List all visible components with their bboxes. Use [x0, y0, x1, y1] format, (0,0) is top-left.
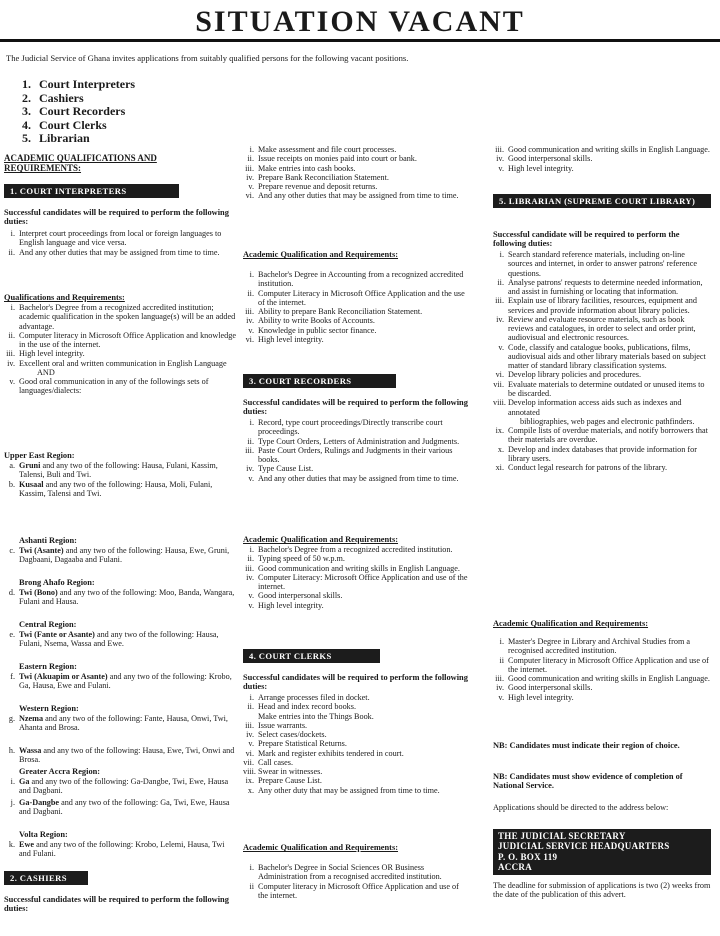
- list-item: iv. Ability to write Books of Accounts.: [246, 316, 375, 326]
- position-item: 3. Court Recorders: [22, 104, 126, 119]
- list-item: i. Search standard reference materials, including on-line sources and internet, in order to answer patrons' reference questions.: [499, 250, 698, 278]
- clerk-qualifications-list: [243, 863, 468, 900]
- academic-qualifications-heading: ACADEMIC QUALIFICATIONS AND REQUIREMENTS:: [4, 153, 157, 174]
- list-item: v. And any other duties that may be assigned from time to time.: [248, 473, 459, 483]
- deadline-note: The deadline for submission of applications is two (2) weeks from the date of the publication of this advert.: [493, 881, 711, 900]
- address-block: [493, 829, 711, 875]
- address-line: P. O. BOX 119: [498, 851, 558, 862]
- clerk-qualifications-continued: [493, 145, 711, 173]
- cashiers-bar: 2. CASHIERS: [4, 871, 88, 885]
- region-heading: Volta Region:: [19, 830, 68, 839]
- list-item: v. Code, classify and catalogue books, publications, films, audiovisual aids and other library materials based on subject matter of standard library classification systems.: [498, 342, 706, 371]
- interpreter-duties-list: [4, 229, 236, 257]
- list-item: vii. Call cases.: [243, 757, 294, 767]
- list-item: vii. Evaluate materials to determine outdated or unused items to be discarded.: [493, 379, 705, 398]
- nb-service-note: NB: Candidates must show evidence of completion of National Service.: [493, 772, 683, 791]
- court-recorders-bar: 3. COURT RECORDERS: [243, 374, 396, 388]
- interpreter-qualifications-heading: Qualifications and Requirements:: [4, 293, 125, 302]
- clerk-duties-heading: Successful candidates will be required to perform the following duties:: [243, 673, 468, 692]
- region-heading: Greater Accra Region:: [19, 767, 101, 776]
- list-item: iv. Excellent oral and written communication in English Language: [7, 358, 227, 368]
- list-item: iv. Good interpersonal skills.: [496, 683, 593, 693]
- list-item: vi. Mark and register exhibits tendered in court.: [245, 748, 404, 758]
- positions-list: [22, 78, 135, 146]
- list-item: iii. Good communication and writing skills in English Language.: [495, 145, 710, 154]
- list-item: vi. Develop library policies and procedures.: [495, 370, 641, 380]
- list-item: c. Twi (Asante) and any two of the following: Hausa, Ewe, Gruni, Dagbaani, Dagaaba and Fulani.: [9, 546, 230, 565]
- region-languages: [4, 461, 236, 498]
- list-item: h. Wassa and any two of the following: Hausa, Ewe, Twi, Onwi and Brosa.: [8, 746, 235, 765]
- list-item: iv. Computer Literacy: Microsoft Office Application and use of the internet.: [246, 572, 468, 592]
- list-item: v. High level integrity.: [498, 692, 574, 702]
- list-item: ii. Head and index record books.: [247, 702, 356, 712]
- list-item: iii. Ability to prepare Bank Reconciliation Statement.: [245, 307, 423, 317]
- list-item: i. Bachelor's Degree in Accounting from a recognized accredited institution.: [249, 270, 464, 289]
- address-line: THE JUDICIAL SECRETARY: [498, 831, 626, 841]
- librarian-bar: 5. LIBRARIAN (SUPREME COURT LIBRARY): [493, 194, 711, 208]
- list-item: ii Computer literacy in Microsoft Office Application and use of the internet.: [499, 655, 709, 674]
- list-item: iv. Select cases/dockets.: [246, 730, 327, 740]
- list-item: iii. Make entries into cash books.: [245, 163, 356, 173]
- list-item: ii. Computer literacy in Microsoft Office Application and knowledge in the use of the internet.: [8, 330, 236, 350]
- list-item: ii Computer literacy in Microsoft Office Application and use of the internet.: [249, 881, 459, 900]
- list-item: ii. Type Court Orders, Letters of Administration and Judgments.: [247, 436, 460, 446]
- list-item: v. Prepare revenue and deposit returns.: [248, 182, 378, 192]
- list-item: i. Record, type court proceedings/Directly transcribe court proceedings.: [249, 418, 443, 437]
- list-item: ix. Prepare Cause List.: [245, 776, 322, 786]
- list-item: xi. Conduct legal research for patrons of the library.: [495, 463, 668, 473]
- region-heading: Central Region:: [19, 620, 77, 629]
- page-title: SITUATION VACANT: [0, 0, 720, 42]
- clerk-qualifications-heading: Academic Qualification and Requirements:: [243, 843, 399, 852]
- cashier-duties-heading: Successful candidates will be required to perform the following duties:: [4, 895, 229, 914]
- list-item: viii. Develop information access aids such as indexes and annotated: [493, 398, 682, 417]
- list-item: iv. Prepare Bank Reconciliation Statement.: [246, 172, 389, 182]
- list-item: viii. Swear in witnesses.: [243, 767, 323, 777]
- list-item: vi. And any other duties that may be assigned from time to time.: [245, 191, 459, 201]
- list-item: v. Prepare Statistical Returns.: [248, 739, 347, 749]
- list-item: g. Nzema and any two of the following: Fante, Hausa, Onwi, Twi, Ahanta and Brosa.: [8, 714, 228, 733]
- position-item: 1. Court Interpreters: [22, 77, 136, 91]
- list-item: iii. Explain use of library facilities, resources, equipment and services and provide information about library policies.: [495, 296, 697, 315]
- region-heading: Western Region:: [19, 704, 79, 713]
- list-item: f. Twi (Akuapim or Asante) and any two of the following: Krobo, Ga, Hausa, Ewe and Fulani.: [10, 672, 232, 691]
- list-item: x. Any other duty that may be assigned from time to time.: [247, 785, 440, 795]
- list-item: AND: [37, 367, 55, 377]
- list-item: iii. Paste Court Orders, Rulings and Judgments in their various books.: [245, 445, 453, 465]
- cashier-duties-list: [243, 145, 468, 201]
- recorder-duties-list: [243, 418, 468, 483]
- recorder-qualifications-list: [243, 545, 468, 610]
- librarian-duties-heading: Successful candidate will be required to perform the following duties:: [493, 230, 680, 249]
- cashier-qualifications-list: [243, 270, 468, 344]
- list-item: ii. Computer Literacy in Microsoft Office Application and the use of the internet.: [247, 288, 465, 307]
- list-item: i. Bachelor's Degree from a recognized accredited institution; academic qualification in the spoken language(s) will be an added advantage.: [10, 303, 236, 331]
- list-item: i. Arrange processes filed in docket.: [249, 693, 370, 702]
- list-item: ix. Compile lists of overdue materials, and notify borrowers that their materials are overdue.: [495, 426, 708, 445]
- librarian-qualifications-list: [493, 637, 711, 702]
- list-item: iii. Good communication and writing skills in English Language.: [245, 563, 460, 573]
- list-item: k. Ewe and any two of the following: Krobo, Lelemi, Hausa, Twi and Fulani.: [8, 840, 225, 859]
- list-item: i. Master's Degree in Library and Archival Studies from a recognised accredited institution.: [499, 637, 690, 656]
- list-item: ii. Analyse patrons' requests to determine needed information, and assist in furnishing or locating that information.: [497, 277, 703, 297]
- clerk-duties-list: [243, 693, 468, 795]
- recorder-qualifications-heading: Academic Qualification and Requirements:: [243, 535, 399, 544]
- cashier-qualifications-heading: Academic Qualification and Requirements:: [243, 250, 399, 259]
- region-heading: Brong Ahafo Region:: [19, 578, 95, 587]
- librarian-qualifications-heading: Academic Qualification and Requirements:: [493, 619, 649, 628]
- court-interpreters-bar: 1. COURT INTERPRETERS: [4, 184, 179, 198]
- list-item: v. High level integrity.: [248, 600, 324, 610]
- address-line: ACCRA: [498, 862, 532, 873]
- list-item: iv. Review and evaluate resource materials, such as book reviews and catalogues, in order to select and order print, audiovisual and electronic resources.: [496, 314, 696, 343]
- court-clerks-bar: 4. COURT CLERKS: [243, 649, 380, 663]
- list-item: a. Gruni and any two of the following: Hausa, Fulani, Kassim, Talensi, Buli and Twi.: [9, 461, 218, 480]
- list-item: vi. High level integrity.: [245, 334, 324, 344]
- list-item: iii. Issue warrants.: [245, 720, 308, 730]
- list-item: ii. And any other duties that may be assigned from time to time.: [8, 247, 220, 257]
- list-item: b. Kusaal and any two of the following: Hausa, Moli, Fulani, Kassim, Talensi and Twi.: [8, 479, 213, 498]
- position-item: 4. Court Clerks: [22, 117, 107, 132]
- list-item: d. Twi (Bono) and any two of the following: Moo, Banda, Wangara, Fulani and Hausa.: [8, 588, 235, 607]
- recorder-duties-heading: Successful candidates will be required to perform the following duties:: [243, 398, 468, 417]
- list-item: x. Develop and index databases that provide information for library users.: [497, 444, 697, 463]
- list-item: Make entries into the Things Book.: [258, 711, 374, 721]
- region-heading: Upper East Region:: [4, 451, 75, 460]
- list-item: i. Bachelor's Degree in Social Sciences OR Business Administration from a recognised accredited institution.: [249, 863, 442, 882]
- interpreter-duties-heading: Successful candidates will be required to perform the following duties:: [4, 208, 229, 227]
- list-item: v. Good oral communication in any of the followings sets of languages/dialects:: [9, 377, 209, 396]
- list-item: v. Knowledge in public sector finance.: [248, 325, 377, 335]
- list-item: j. Ga-Dangbe and any two of the following: Ga, Twi, Ewe, Hausa and Dagbani.: [10, 798, 230, 817]
- list-item: i. Make assessment and file court processes.: [249, 145, 397, 154]
- list-item: v. High level integrity.: [498, 163, 574, 173]
- position-item: 2. Cashiers: [22, 90, 84, 105]
- librarian-duties-list: [493, 250, 711, 472]
- application-direction: Applications should be directed to the address below:: [493, 803, 669, 812]
- list-item: i. Interpret court proceedings from local or foreign languages to English language and vice versa.: [10, 229, 222, 248]
- list-item: iii. High level integrity.: [6, 349, 85, 359]
- list-item: iv. Good interpersonal skills.: [496, 154, 593, 164]
- list-item: iv. Type Cause List.: [246, 464, 314, 474]
- address-line: JUDICIAL SERVICE HEADQUARTERS: [498, 841, 670, 852]
- intro-text: The Judicial Service of Ghana invites applications from suitably qualified persons for the following vacant positions.: [6, 53, 409, 63]
- region-heading: Eastern Region:: [19, 662, 77, 671]
- list-item: iii. Good communication and writing skills in English Language.: [495, 674, 710, 684]
- nb-region-note: NB: Candidates must indicate their region of choice.: [493, 741, 680, 750]
- list-item: ii. Typing speed of 50 w.p.m.: [247, 554, 345, 564]
- list-item: e. Twi (Fante or Asante) and any two of the following: Hausa, Fulani, Nsema, Wassa and Ewe.: [9, 630, 219, 649]
- list-item: bibliographies, web pages and electronic pathfinders.: [520, 416, 695, 426]
- list-item: v. Good interpersonal skills.: [248, 591, 343, 601]
- interpreter-qualifications-list: [4, 303, 236, 396]
- list-item: ii. Issue receipts on monies paid into court or bank.: [247, 154, 417, 164]
- region-heading: Ashanti Region:: [19, 536, 77, 545]
- list-item: i. Ga and any two of the following: Ga-Dangbe, Twi, Ewe, Hausa and Dagbani.: [10, 777, 229, 796]
- list-item: i. Bachelor's Degree from a recognized accredited institution.: [249, 545, 453, 554]
- position-item: 5. Librarian: [22, 131, 90, 146]
